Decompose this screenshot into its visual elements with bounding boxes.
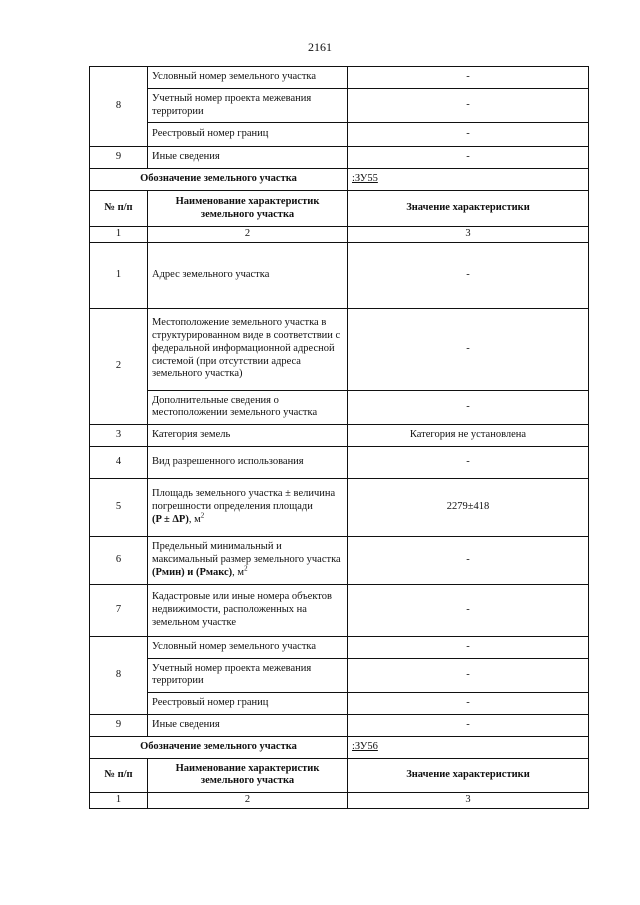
row-number: 8: [90, 636, 148, 714]
row-number: 8: [90, 67, 148, 147]
table-row: [90, 424, 589, 446]
header-row: [90, 191, 589, 227]
row-number: 4: [90, 446, 148, 478]
page-number: 2161: [308, 40, 332, 54]
area-label: Площадь земельного участка ± величина погрешности определения площади: [152, 488, 336, 512]
row-label: Дополнительные сведения о местоположении земельного участка: [148, 390, 348, 424]
row-value: -: [348, 692, 589, 714]
row-value: -: [348, 242, 589, 308]
row-number: 3: [90, 424, 148, 446]
table-row: [90, 89, 589, 123]
row-value: 2279±418: [348, 478, 589, 536]
index-cell: 2: [148, 227, 348, 243]
designation-label: Обозначение земельного участка: [90, 169, 348, 191]
row-number: 2: [90, 308, 148, 424]
area-unit: , м: [188, 513, 201, 525]
table-row: [90, 390, 589, 424]
row-label: Учетный номер проекта межевания территории: [148, 658, 348, 692]
header-name: Наименование характеристик земельного участка: [148, 758, 348, 792]
row-label: Иные сведения: [148, 147, 348, 169]
row-label: Условный номер земельного участка: [148, 636, 348, 658]
land-parcel-table: [89, 66, 589, 809]
table-row: [90, 658, 589, 692]
row-value: -: [348, 584, 589, 636]
header-name: Наименование характеристик земельного участка: [148, 191, 348, 227]
header-row: [90, 758, 589, 792]
superscript: 2: [200, 511, 205, 520]
row-label: [148, 536, 348, 584]
row-number: 1: [90, 242, 148, 308]
row-number: 5: [90, 478, 148, 536]
designation-value: :ЗУ56: [348, 736, 589, 758]
index-cell: 2: [148, 792, 348, 808]
row-number: 9: [90, 147, 148, 169]
row-label: Реестровый номер границ: [148, 123, 348, 147]
row-value: -: [348, 89, 589, 123]
table-row: [90, 308, 589, 390]
table-row: [90, 714, 589, 736]
row-label: Иные сведения: [148, 714, 348, 736]
row-value: -: [348, 714, 589, 736]
table-row: [90, 584, 589, 636]
row-value: -: [348, 67, 589, 89]
row-label: Адрес земельного участка: [148, 242, 348, 308]
index-row: [90, 792, 589, 808]
index-row: [90, 227, 589, 243]
row-label: Кадастровые или иные номера объектов недвижимости, расположенных на земельном участке: [148, 584, 348, 636]
size-unit: , м: [232, 566, 245, 578]
header-number: № п/п: [90, 191, 148, 227]
row-label: Местоположение земельного участка в структурированном виде в соответствии с федеральной информационной адресной системой (при отсутствии адреса земельного участка): [148, 308, 348, 390]
row-label: Категория земель: [148, 424, 348, 446]
table-row: [90, 536, 589, 584]
superscript: 2: [244, 564, 248, 573]
designation-row: [90, 736, 589, 758]
index-cell: 3: [348, 227, 589, 243]
row-value: -: [348, 390, 589, 424]
header-value: Значение характеристики: [348, 758, 589, 792]
row-value: -: [348, 536, 589, 584]
header-value: Значение характеристики: [348, 191, 589, 227]
row-number: 7: [90, 584, 148, 636]
row-number: 9: [90, 714, 148, 736]
header-number: № п/п: [90, 758, 148, 792]
row-value: Категория не установлена: [348, 424, 589, 446]
row-label: Вид разрешенного использования: [148, 446, 348, 478]
table-row: [90, 67, 589, 89]
row-value: -: [348, 123, 589, 147]
index-cell: 1: [90, 227, 148, 243]
row-label: Учетный номер проекта межевания территории: [148, 89, 348, 123]
table-row: [90, 147, 589, 169]
row-value: -: [348, 147, 589, 169]
table-row: [90, 242, 589, 308]
table-row: [90, 446, 589, 478]
row-value: -: [348, 636, 589, 658]
row-label: Реестровый номер границ: [148, 692, 348, 714]
row-value: -: [348, 308, 589, 390]
designation-label: Обозначение земельного участка: [90, 736, 348, 758]
row-value: -: [348, 658, 589, 692]
table-row: [90, 636, 589, 658]
row-value: -: [348, 446, 589, 478]
index-cell: 3: [348, 792, 589, 808]
designation-row: [90, 169, 589, 191]
size-label: Предельный минимальный и максимальный размер земельного участка: [152, 541, 341, 565]
table-row: [90, 123, 589, 147]
area-formula: (P ± ΔP): [152, 513, 189, 525]
row-label: Условный номер земельного участка: [148, 67, 348, 89]
row-number: 6: [90, 536, 148, 584]
size-formula: (Рмин) и (Рмакс): [152, 566, 233, 578]
row-label: [148, 478, 348, 536]
index-cell: 1: [90, 792, 148, 808]
table-row: [90, 692, 589, 714]
designation-value: :ЗУ55: [348, 169, 589, 191]
table-row: [90, 478, 589, 536]
